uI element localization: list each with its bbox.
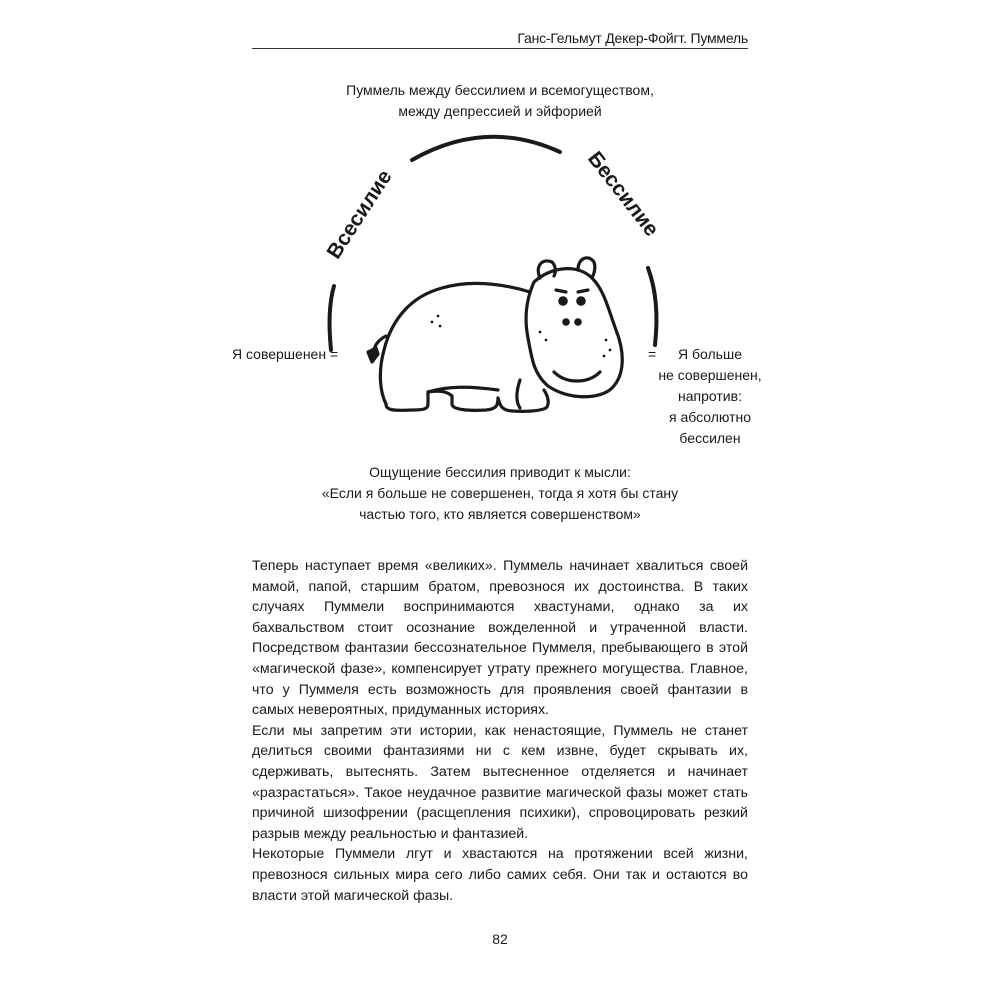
page-number: 82 bbox=[492, 931, 508, 947]
paragraph: Если мы запретим эти истории, как ненастоящие, Пуммель не станет делиться своими фантазиями ни с кем извне, будет скрывать их, сдерживать, вытеснять. Затем вытесненное отделяется и начинает «разрастаться». Такое неудачное развитие магической фазы может стать причиной шизофрении (расщепления психики), спровоцировать резкий разрыв между реальностью и фантазией. bbox=[252, 722, 748, 842]
caption-line: Пуммель между бессилием и всемогуществом, bbox=[346, 82, 654, 98]
caption-line: между депрессией и эйфорией bbox=[398, 103, 602, 119]
paragraph: Некоторые Пуммели лгут и хвастаются на протяжении всей жизни, превознося сильных мира сего либо самих себя. Они так и остаются во власти этой магической фазы. bbox=[252, 846, 748, 904]
equals-sign: = bbox=[329, 346, 339, 362]
running-head: Ганс-Гельмут Декер-Фойгт. Пуммель bbox=[517, 30, 748, 46]
thought-caption bbox=[300, 462, 700, 525]
state-perfect-text: Я совершенен bbox=[232, 346, 327, 362]
body-text bbox=[252, 556, 748, 906]
paragraph: Теперь наступает время «великих». Пуммель начинает хвалиться своей мамой, папой, старшим братом, превознося их достоинства. В таких случаях Пуммели воспринимаются хвастунами, однако за их бахвальством стоит осознание вожделенной и утраченной власти. Посредством фантазии бессознательное Пуммеля, пребывающего в этой «магической фазе», компенсирует утрату прежнего могущества. Главное, что у Пуммеля есть возможность для проявления своей фантазии в самых невероятных, придуманных историях. bbox=[252, 558, 748, 719]
arc-left bbox=[330, 286, 334, 350]
equals-sign: = bbox=[648, 346, 657, 362]
arc-label-bessilie: Бессилие bbox=[583, 147, 664, 241]
arc-top bbox=[412, 137, 560, 160]
thought-line: Ощущение бессилия приводит к мысли: bbox=[369, 464, 631, 480]
arc-label-vsesilie: Всесилие bbox=[322, 165, 397, 263]
state-line: Я больше bbox=[678, 346, 742, 362]
arc-right bbox=[648, 268, 656, 345]
state-perfect bbox=[232, 344, 344, 364]
state-line: напротив: bbox=[678, 388, 742, 404]
state-line: я абсолютно bbox=[668, 409, 752, 425]
state-line: бессилен bbox=[679, 430, 741, 446]
thought-line: «Если я больше не совершенен, тогда я хотя бы стану bbox=[321, 485, 679, 501]
state-line: не совершенен, bbox=[658, 367, 762, 383]
thought-line: частью того, кто является совершенством» bbox=[359, 506, 641, 522]
hippo-icon bbox=[368, 258, 622, 412]
state-powerless bbox=[650, 344, 770, 449]
